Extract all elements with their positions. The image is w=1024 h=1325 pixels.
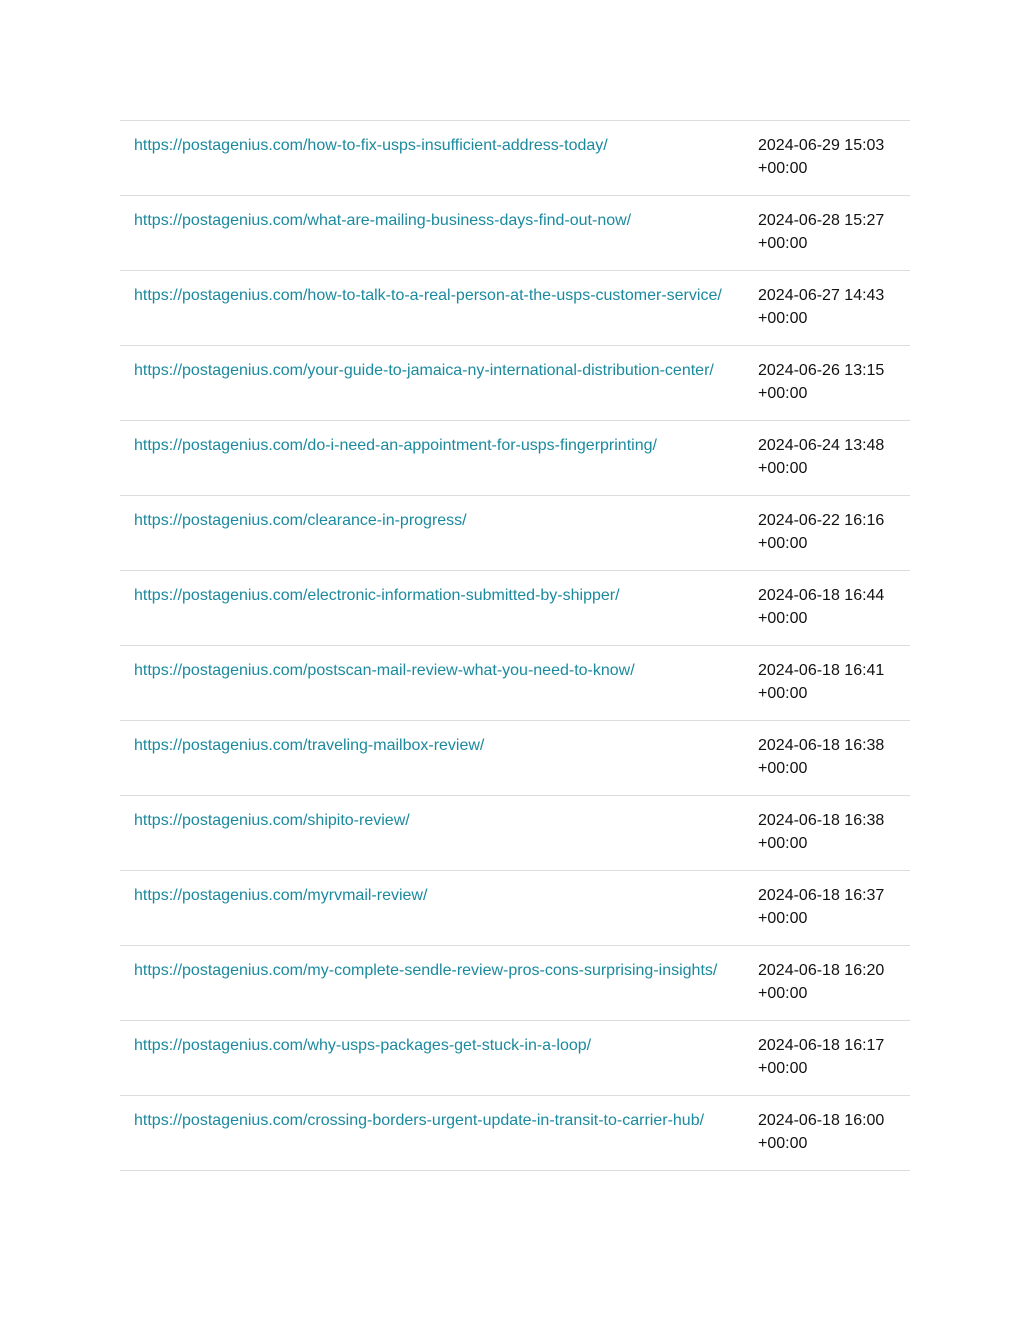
lastmod-date: 2024-06-28 15:27: [758, 212, 885, 229]
lastmod-timezone: +00:00: [758, 160, 808, 177]
lastmod-timezone: +00:00: [758, 460, 808, 477]
lastmod-cell: [758, 871, 910, 946]
lastmod-cell: [758, 1021, 910, 1096]
url-link[interactable]: https://postagenius.com/shipito-review/: [134, 812, 410, 829]
lastmod-cell: [758, 121, 910, 196]
lastmod-cell: [758, 271, 910, 346]
lastmod-date: 2024-06-18 16:44: [758, 587, 885, 604]
lastmod-date: 2024-06-18 16:38: [758, 737, 885, 754]
table-row: [120, 496, 910, 571]
lastmod-date: 2024-06-22 16:16: [758, 512, 885, 529]
url-cell: [120, 421, 758, 496]
url-link[interactable]: https://postagenius.com/myrvmail-review/: [134, 887, 428, 904]
url-cell: [120, 946, 758, 1021]
url-cell: [120, 496, 758, 571]
lastmod-timezone: +00:00: [758, 910, 808, 927]
lastmod-timezone: +00:00: [758, 685, 808, 702]
url-cell: [120, 121, 758, 196]
url-link[interactable]: https://postagenius.com/clearance-in-progress/: [134, 512, 467, 529]
url-link[interactable]: https://postagenius.com/how-to-talk-to-a-real-person-at-the-usps-customer-service/: [134, 287, 722, 304]
table-row: [120, 1096, 910, 1171]
table-row: [120, 121, 910, 196]
table-row: [120, 346, 910, 421]
url-link[interactable]: https://postagenius.com/postscan-mail-review-what-you-need-to-know/: [134, 662, 635, 679]
table-row: [120, 871, 910, 946]
lastmod-cell: [758, 646, 910, 721]
lastmod-cell: [758, 946, 910, 1021]
lastmod-timezone: +00:00: [758, 235, 808, 252]
lastmod-date: 2024-06-24 13:48: [758, 437, 885, 454]
table-row: [120, 571, 910, 646]
lastmod-timezone: +00:00: [758, 610, 808, 627]
url-link[interactable]: https://postagenius.com/why-usps-packages-get-stuck-in-a-loop/: [134, 1037, 592, 1054]
lastmod-timezone: +00:00: [758, 310, 808, 327]
lastmod-date: 2024-06-18 16:37: [758, 887, 885, 904]
lastmod-date: 2024-06-26 13:15: [758, 362, 885, 379]
lastmod-timezone: +00:00: [758, 1060, 808, 1077]
url-cell: [120, 346, 758, 421]
lastmod-cell: [758, 496, 910, 571]
url-link[interactable]: https://postagenius.com/what-are-mailing-business-days-find-out-now/: [134, 212, 632, 229]
lastmod-timezone: +00:00: [758, 535, 808, 552]
lastmod-timezone: +00:00: [758, 985, 808, 1002]
lastmod-timezone: +00:00: [758, 385, 808, 402]
url-cell: [120, 721, 758, 796]
url-link[interactable]: https://postagenius.com/my-complete-sendle-review-pros-cons-surprising-insights/: [134, 962, 718, 979]
url-link[interactable]: https://postagenius.com/crossing-borders-urgent-update-in-transit-to-carrier-hub/: [134, 1112, 705, 1129]
url-link[interactable]: https://postagenius.com/traveling-mailbox-review/: [134, 737, 485, 754]
lastmod-cell: [758, 346, 910, 421]
lastmod-cell: [758, 1096, 910, 1171]
lastmod-date: 2024-06-18 16:00: [758, 1112, 885, 1129]
url-cell: [120, 646, 758, 721]
url-cell: [120, 871, 758, 946]
lastmod-timezone: +00:00: [758, 835, 808, 852]
sitemap-table: [120, 120, 910, 1171]
table-row: [120, 646, 910, 721]
lastmod-cell: [758, 571, 910, 646]
lastmod-date: 2024-06-18 16:38: [758, 812, 885, 829]
url-cell: [120, 271, 758, 346]
lastmod-cell: [758, 796, 910, 871]
lastmod-date: 2024-06-18 16:20: [758, 962, 885, 979]
lastmod-cell: [758, 196, 910, 271]
lastmod-timezone: +00:00: [758, 1135, 808, 1152]
lastmod-date: 2024-06-18 16:41: [758, 662, 885, 679]
table-row: [120, 271, 910, 346]
url-cell: [120, 1096, 758, 1171]
lastmod-timezone: +00:00: [758, 760, 808, 777]
sitemap-table-body: [120, 121, 910, 1171]
table-row: [120, 796, 910, 871]
table-row: [120, 421, 910, 496]
url-cell: [120, 1021, 758, 1096]
lastmod-cell: [758, 421, 910, 496]
lastmod-date: 2024-06-27 14:43: [758, 287, 885, 304]
lastmod-date: 2024-06-18 16:17: [758, 1037, 885, 1054]
table-row: [120, 196, 910, 271]
table-row: [120, 1021, 910, 1096]
url-link[interactable]: https://postagenius.com/how-to-fix-usps-insufficient-address-today/: [134, 137, 608, 154]
table-row: [120, 721, 910, 796]
url-cell: [120, 571, 758, 646]
url-cell: [120, 796, 758, 871]
lastmod-cell: [758, 721, 910, 796]
table-row: [120, 946, 910, 1021]
url-link[interactable]: https://postagenius.com/your-guide-to-jamaica-ny-international-distribution-center/: [134, 362, 714, 379]
url-cell: [120, 196, 758, 271]
url-link[interactable]: https://postagenius.com/electronic-information-submitted-by-shipper/: [134, 587, 620, 604]
url-link[interactable]: https://postagenius.com/do-i-need-an-appointment-for-usps-fingerprinting/: [134, 437, 657, 454]
lastmod-date: 2024-06-29 15:03: [758, 137, 885, 154]
